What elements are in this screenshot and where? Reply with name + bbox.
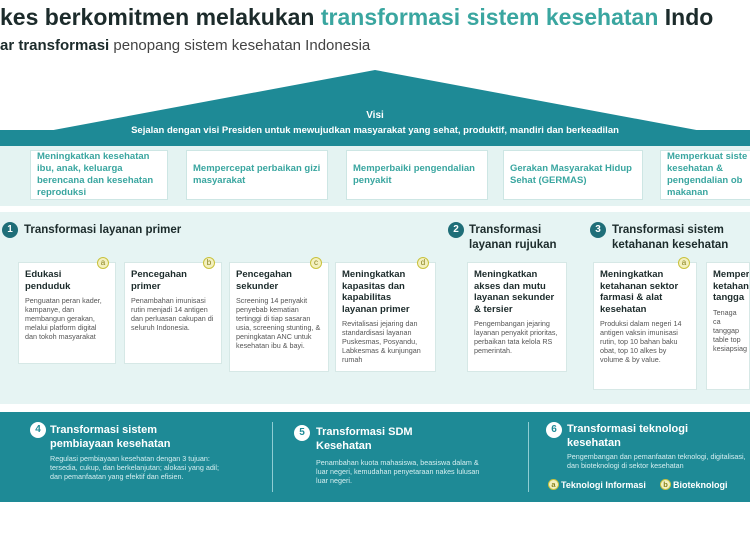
card-body: Pengembangan jejaring layanan penyakit prioritas, perbaikan tata kelola RS pemerintah. — [474, 319, 558, 355]
card-body: Penguatan peran kader, kampanye, dan membangun gerakan, melalui platform digital dan tokoh masyarakat — [25, 296, 102, 341]
card-title: Meningkatkan ketahanan sektor farmasi & alat kesehatan — [600, 269, 679, 315]
pillar-card — [706, 262, 750, 390]
section-title: Transformasi SDM Kesehatan — [316, 426, 413, 452]
section-title: Transformasi sistem pembiayaan kesehatan — [50, 424, 171, 450]
card-body: Tenaga ca tanggap table top kesiapsiag — [713, 307, 747, 353]
card-title: Pencegahan sekunder — [236, 269, 292, 292]
sublabel-tag: b — [660, 479, 671, 490]
title-accent: transformasi sistem kesehatan — [320, 4, 659, 30]
card-title: Edukasi penduduk — [25, 269, 71, 292]
card-title: Meningkatkan akses dan mutu layanan sekunder & tersier — [474, 269, 555, 315]
mission-item: Gerakan Masyarakat Hidup Sehat (GERMAS) — [503, 150, 643, 200]
pillar-number: 6 — [546, 422, 562, 438]
mission-item: Memperbaiki pengendalian penyakit — [346, 150, 488, 200]
page-title — [0, 4, 750, 31]
card-title: Memper ketahan tangga — [713, 269, 750, 303]
pillar-number: 1 — [2, 222, 18, 238]
card-body: Revitalisasi jejaring dan standardisasi layanan Puskesmas, Posyandu, Labkesmas & kunjungan rumah — [342, 319, 421, 364]
title-suffix: Indo — [658, 4, 714, 30]
vision-title: Visi — [366, 110, 384, 121]
pillar-title: Transformasi layanan rujukan — [469, 224, 557, 251]
mission-item: Mempercepat perbaikan gizi masyarakat — [186, 150, 328, 200]
card-title: Pencegahan primer — [131, 269, 187, 292]
mission-item: Memperkuat siste kesehatan & pengendalian ob makanan — [660, 150, 750, 200]
pillar-number: 5 — [294, 425, 310, 441]
tech-sublabel — [660, 479, 728, 490]
pillar-number: 4 — [30, 422, 46, 438]
pillar-card — [593, 258, 697, 390]
sublabel-text: Bioteknologi — [673, 479, 728, 490]
pillar-card — [229, 258, 329, 372]
vision-text: Sejalan dengan visi Presiden untuk mewujudkan masyarakat yang sehat, produktif, mandiri dan berkeadilan — [131, 125, 619, 136]
card-tag: a — [678, 257, 690, 269]
section-divider — [272, 422, 273, 492]
pillar-card — [124, 258, 222, 364]
card-tag: c — [310, 257, 322, 269]
pillar-title: Transformasi sistem ketahanan kesehatan — [612, 224, 729, 251]
tech-sublabel — [548, 479, 646, 490]
page-subtitle — [0, 37, 370, 54]
mission-item: Meningkatkan kesehatan ibu, anak, keluarga berencana dan kesehatan reproduksi — [30, 150, 168, 200]
card-body: Produksi dalam negeri 14 antigen vaksin imunisasi rutin, top 10 bahan baku obat, top 10 alkes by volume & by value. — [600, 319, 682, 364]
section-body: Penambahan kuota mahasiswa, beasiswa dalam & luar negeri, kemudahan penyetaraan nakes lulusan luar negeri. — [316, 458, 480, 485]
pillar-number: 3 — [590, 222, 606, 238]
section-title: Transformasi teknologi kesehatan — [567, 423, 689, 449]
title-prefix: kes berkomitmen melakukan — [0, 4, 321, 30]
card-body: Screening 14 penyakit penyebab kematian tertinggi di tiap sasaran usia, screening stunting, & peningkatan ANC untuk kesehatan ibu & bayi. — [236, 296, 321, 350]
card-tag: b — [203, 257, 215, 269]
card-title: Meningkatkan kapasitas dan kapabilitas layanan primer — [342, 269, 410, 315]
mission-row — [0, 146, 750, 206]
pillar-card — [335, 258, 436, 372]
subtitle-bold: ar transformasi — [0, 37, 110, 54]
card-body: Penambahan imunisasi rutin menjadi 14 antigen dan perluasan cakupan di seluruh Indonesia. — [131, 296, 214, 332]
card-tag: a — [97, 257, 109, 269]
pillar-number: 2 — [448, 222, 464, 238]
section-body: Pengembangan dan pemanfaatan teknologi, digitalisasi, dan bioteknologi di sektor kesehatan — [567, 452, 746, 470]
sublabel-tag: a — [548, 479, 559, 490]
pillar-card — [18, 258, 116, 364]
card-tag: d — [417, 257, 429, 269]
section-body: Regulasi pembiayaan kesehatan dengan 3 tujuan: tersedia, cukup, dan berkelanjutan; alokasi yang adil; dan pemanfaatan yang efektif dan efisien. — [50, 454, 220, 481]
pillar-title: Transformasi layanan primer — [24, 224, 182, 236]
sublabel-text: Teknologi Informasi — [561, 479, 646, 490]
section-divider — [528, 422, 529, 492]
pillar-card — [467, 262, 567, 372]
subtitle-rest: penopang sistem kesehatan Indonesia — [109, 37, 371, 54]
